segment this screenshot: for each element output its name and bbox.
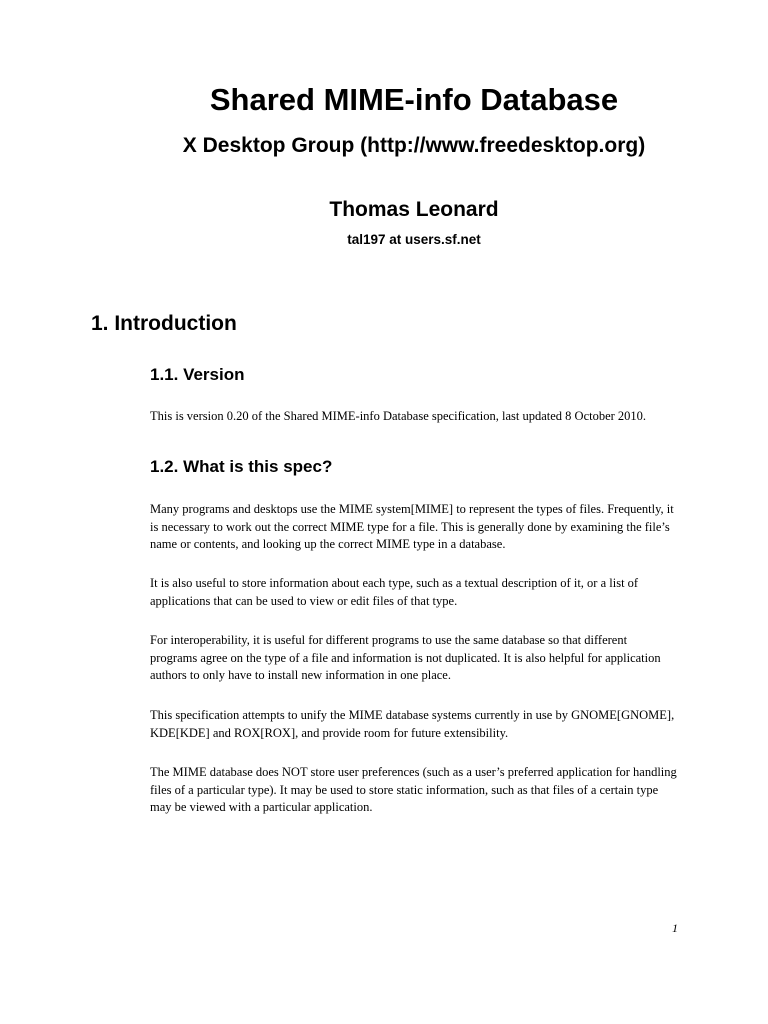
paragraph-mime-system: [150, 501, 690, 554]
paragraph-line: For interoperability, it is useful for different programs to use the same database so that different: [150, 633, 628, 647]
paragraph-line: is necessary to work out the correct MIME type for a file. This is generally done by examining the file’s: [150, 519, 670, 534]
paragraph-type-information: [150, 575, 690, 610]
paragraph-line: programs agree on the type of a file and information is not duplicated. It is also helpful for application: [150, 650, 661, 665]
paragraph-line: may be viewed with a particular application.: [150, 800, 373, 814]
paragraph-version: [150, 408, 690, 426]
paragraph-line: files of a particular type). It may be used to store static information, such as that files of a certain type: [150, 782, 659, 797]
section-heading-introduction: 1. Introduction: [91, 312, 237, 335]
paragraph-unify-systems: [150, 707, 690, 742]
paragraph-line: Many programs and desktops use the MIME system[MIME] to represent the types of files. Frequently, it: [150, 502, 674, 516]
paragraph-line: name or contents, and looking up the correct MIME type in a database.: [150, 537, 506, 551]
paragraph-line: This specification attempts to unify the MIME database systems currently in use by GNOME[GNOME],: [150, 708, 675, 722]
document-title: Shared MIME-info Database: [209, 82, 619, 117]
subsection-heading-version: 1.1. Version: [150, 365, 245, 384]
paragraph-line: authors to only have to install new information in one place.: [150, 668, 451, 682]
document-subtitle: X Desktop Group (http://www.freedesktop.org): [182, 134, 646, 157]
paragraph-line: The MIME database does NOT store user preferences (such as a user’s preferred application for handling: [150, 765, 677, 779]
subsection-heading-what-is-this-spec: 1.2. What is this spec?: [150, 457, 333, 476]
paragraph-line: KDE[KDE] and ROX[ROX], and provide room for future extensibility.: [150, 725, 509, 740]
author-name: Thomas Leonard: [329, 198, 499, 221]
paragraph-line: applications that can be used to view or edit files of that type.: [150, 593, 458, 608]
paragraph-line: It is also useful to store information about each type, such as a textual description of it, or a list of: [150, 576, 639, 590]
paragraph-user-preferences: [150, 764, 690, 817]
paragraph-interoperability: [150, 632, 690, 685]
page-number: 1: [672, 921, 678, 935]
author-email: tal197 at users.sf.net: [347, 232, 481, 247]
paragraph-line: This is version 0.20 of the Shared MIME-info Database specification, last updated 8 October 2010.: [150, 409, 647, 423]
